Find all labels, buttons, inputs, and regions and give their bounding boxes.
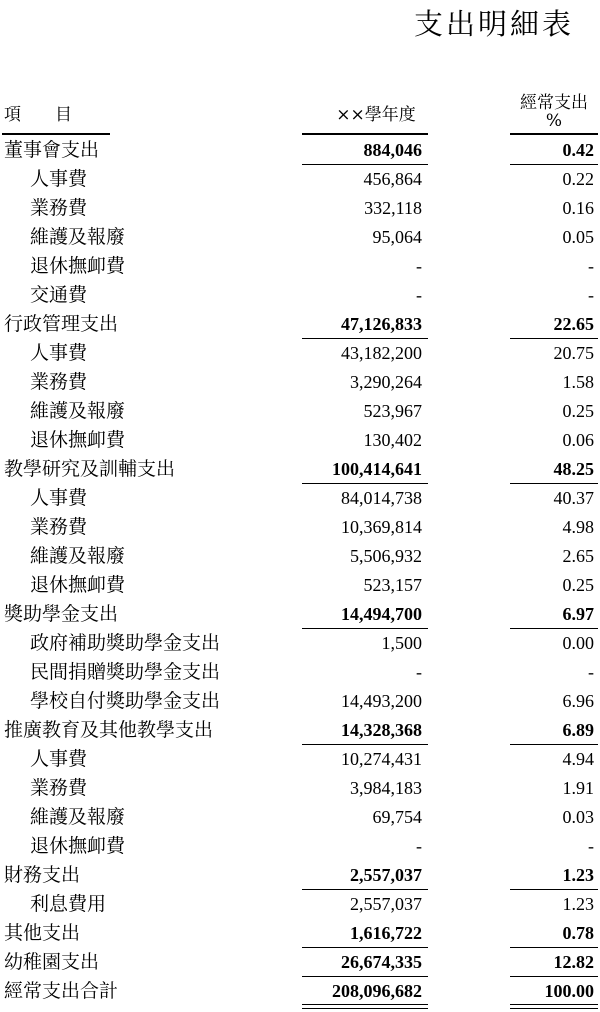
row-amount: 3,984,183 bbox=[350, 778, 422, 798]
row-percent: 4.94 bbox=[562, 749, 594, 769]
row-amount: 2,557,037 bbox=[350, 894, 422, 914]
row-label: 退休撫卹費 bbox=[30, 429, 126, 451]
row-amount: 43,182,200 bbox=[341, 343, 422, 363]
row-label: 學校自付獎助學金支出 bbox=[30, 690, 221, 712]
row-label: 業務費 bbox=[30, 197, 88, 219]
subitem-row bbox=[0, 252, 600, 281]
subitem-row bbox=[0, 194, 600, 223]
row-percent: 6.89 bbox=[562, 720, 594, 740]
row-label: 推廣教育及其他教學支出 bbox=[4, 719, 214, 741]
row-label: 幼稚園支出 bbox=[4, 951, 100, 973]
row-label: 交通費 bbox=[30, 284, 88, 306]
row-amount: 10,369,814 bbox=[341, 517, 422, 537]
subitem-row bbox=[0, 339, 600, 368]
category-row bbox=[0, 948, 600, 977]
row-amount: 5,506,932 bbox=[350, 546, 422, 566]
row-amount: - bbox=[416, 662, 422, 682]
subitem-row bbox=[0, 281, 600, 310]
row-label: 民間捐贈獎助學金支出 bbox=[30, 661, 221, 683]
category-row bbox=[0, 136, 600, 165]
row-percent: 6.96 bbox=[562, 691, 594, 711]
row-percent: 0.05 bbox=[562, 227, 594, 247]
row-percent: 40.37 bbox=[553, 488, 594, 508]
row-amount: 14,328,368 bbox=[341, 720, 422, 740]
row-amount: 84,014,738 bbox=[341, 488, 422, 508]
row-percent: 4.98 bbox=[562, 517, 594, 537]
row-amount: 208,096,682 bbox=[332, 981, 422, 1001]
row-percent: 0.78 bbox=[562, 923, 594, 943]
row-percent: 0.16 bbox=[562, 198, 594, 218]
row-label: 教學研究及訓輔支出 bbox=[4, 458, 176, 480]
row-amount: 1,616,722 bbox=[350, 923, 422, 943]
row-percent: 1.58 bbox=[562, 372, 594, 392]
row-percent: - bbox=[588, 662, 594, 682]
row-label: 維護及報廢 bbox=[30, 400, 126, 422]
row-label: 人事費 bbox=[30, 342, 88, 364]
category-row bbox=[0, 310, 600, 339]
row-label: 行政管理支出 bbox=[4, 313, 119, 335]
row-label: 退休撫卹費 bbox=[30, 574, 126, 596]
row-label: 維護及報廢 bbox=[30, 226, 126, 248]
row-percent: 0.06 bbox=[562, 430, 594, 450]
row-amount: 26,674,335 bbox=[341, 952, 422, 972]
row-label: 退休撫卹費 bbox=[30, 835, 126, 857]
row-percent: 0.42 bbox=[562, 140, 594, 160]
subitem-row bbox=[0, 513, 600, 542]
row-amount: 456,864 bbox=[363, 169, 422, 189]
row-amount: - bbox=[416, 285, 422, 305]
category-row bbox=[0, 861, 600, 890]
subitem-row bbox=[0, 832, 600, 861]
row-label: 業務費 bbox=[30, 777, 88, 799]
row-amount: 1,500 bbox=[381, 633, 422, 653]
row-amount: 14,493,200 bbox=[341, 691, 422, 711]
column-header-year: ××學年度 bbox=[336, 105, 416, 125]
row-label: 獎助學金支出 bbox=[4, 603, 119, 625]
row-label: 維護及報廢 bbox=[30, 806, 126, 828]
row-amount: 100,414,641 bbox=[332, 459, 422, 479]
row-percent: 12.82 bbox=[553, 952, 594, 972]
column-header-percent bbox=[512, 94, 596, 130]
row-percent: 22.65 bbox=[553, 314, 594, 334]
row-label: 董事會支出 bbox=[4, 139, 100, 161]
row-percent: 0.25 bbox=[562, 575, 594, 595]
row-label: 人事費 bbox=[30, 168, 88, 190]
row-label: 其他支出 bbox=[4, 922, 81, 944]
subitem-row bbox=[0, 774, 600, 803]
row-percent: - bbox=[588, 836, 594, 856]
subitem-row bbox=[0, 223, 600, 252]
page-title: 支出明細表 bbox=[414, 7, 575, 41]
row-percent: 20.75 bbox=[553, 343, 594, 363]
total-double-rule-amount bbox=[302, 1004, 428, 1009]
category-row bbox=[0, 919, 600, 948]
subitem-row bbox=[0, 165, 600, 194]
subitem-row bbox=[0, 426, 600, 455]
row-amount: - bbox=[416, 256, 422, 276]
row-amount: 69,754 bbox=[372, 807, 422, 827]
subitem-row bbox=[0, 803, 600, 832]
row-label: 經常支出合計 bbox=[4, 980, 119, 1002]
subitem-row bbox=[0, 368, 600, 397]
subitem-row bbox=[0, 745, 600, 774]
row-label: 業務費 bbox=[30, 516, 88, 538]
row-amount: 523,967 bbox=[363, 401, 422, 421]
row-amount: 10,274,431 bbox=[341, 749, 422, 769]
row-label: 退休撫卹費 bbox=[30, 255, 126, 277]
row-percent: 2.65 bbox=[562, 546, 594, 566]
row-amount: 14,494,700 bbox=[341, 604, 422, 624]
row-percent: 48.25 bbox=[553, 459, 594, 479]
row-label: 利息費用 bbox=[30, 893, 107, 915]
category-row bbox=[0, 600, 600, 629]
header-rule-percent bbox=[510, 133, 598, 135]
header-rule-amount bbox=[302, 133, 428, 135]
row-label: 財務支出 bbox=[4, 864, 81, 886]
row-amount: 130,402 bbox=[363, 430, 422, 450]
row-amount: 332,118 bbox=[364, 198, 422, 218]
row-amount: 3,290,264 bbox=[350, 372, 422, 392]
category-row bbox=[0, 455, 600, 484]
total-double-rule-percent bbox=[510, 1004, 598, 1009]
row-amount: 523,157 bbox=[363, 575, 422, 595]
subitem-row bbox=[0, 397, 600, 426]
subitem-row bbox=[0, 571, 600, 600]
row-percent: - bbox=[588, 256, 594, 276]
row-percent: 1.23 bbox=[562, 894, 594, 914]
row-percent: 0.22 bbox=[562, 169, 594, 189]
column-header-item: 項 目 bbox=[4, 105, 72, 125]
row-percent: 100.00 bbox=[544, 981, 594, 1001]
column-header-percent-unit: % bbox=[545, 111, 563, 131]
expenditure-table bbox=[0, 136, 600, 1006]
row-percent: 0.00 bbox=[562, 633, 594, 653]
row-amount: - bbox=[416, 836, 422, 856]
row-percent: 0.25 bbox=[562, 401, 594, 421]
row-percent: 1.23 bbox=[562, 865, 594, 885]
row-label: 政府補助獎助學金支出 bbox=[30, 632, 221, 654]
row-amount: 884,046 bbox=[363, 140, 422, 160]
row-percent: 0.03 bbox=[562, 807, 594, 827]
category-row bbox=[0, 716, 600, 745]
row-percent: - bbox=[588, 285, 594, 305]
row-label: 人事費 bbox=[30, 487, 88, 509]
column-header-percent-label: 經常支出 bbox=[520, 93, 588, 113]
row-amount: 95,064 bbox=[372, 227, 422, 247]
row-percent: 6.97 bbox=[562, 604, 594, 624]
row-amount: 47,126,833 bbox=[341, 314, 422, 334]
row-label: 業務費 bbox=[30, 371, 88, 393]
row-label: 維護及報廢 bbox=[30, 545, 126, 567]
row-percent: 1.91 bbox=[562, 778, 594, 798]
row-amount: 2,557,037 bbox=[350, 865, 422, 885]
row-label: 人事費 bbox=[30, 748, 88, 770]
total-row bbox=[0, 977, 600, 1006]
header-rule-item bbox=[2, 133, 110, 135]
subitem-row bbox=[0, 658, 600, 687]
subitem-row bbox=[0, 629, 600, 658]
subitem-row bbox=[0, 687, 600, 716]
subitem-row bbox=[0, 542, 600, 571]
subitem-row bbox=[0, 484, 600, 513]
subitem-row bbox=[0, 890, 600, 919]
